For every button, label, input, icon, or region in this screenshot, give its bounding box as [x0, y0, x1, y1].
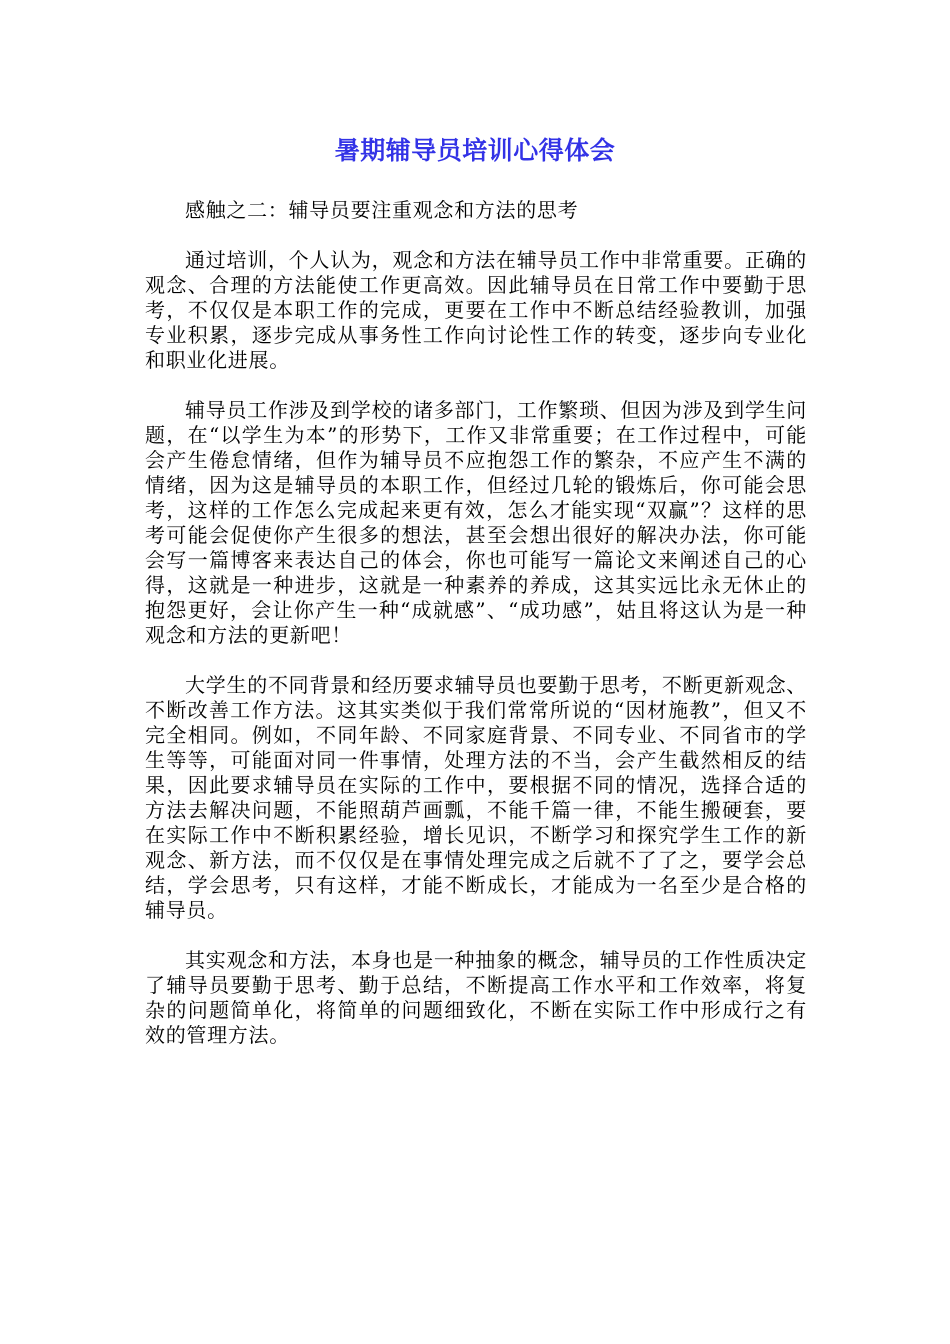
paragraph: 通过培训，个人认为，观念和方法在辅导员工作中非常重要。正确的观念、合理的方法能使工作更高效。因此辅导员在日常工作中要勤于思考，不仅仅是本职工作的完成，更要在工作中不断总结经验教训，加强专业积累，逐步完成从事务性工作向讨论性工作的转变，逐步向专业化和职业化进展。 [145, 248, 807, 372]
document-title: 暑期辅导员培训心得体会 [334, 136, 616, 165]
paragraph: 辅导员工作涉及到学校的诸多部门，工作繁琐、但因为涉及到学生问题，在“以学生为本”的形势下，工作又非常重要；在工作过程中，可能会产生倦怠情绪，但作为辅导员不应抱怨工作的繁杂，不应产生不满的情绪，因为这是辅导员的本职工作，但经过几轮的锻炼后，你可能会思考，这样的工作怎么完成起来更有效，怎么才能实现“双赢”？这样的思考可能会促使你产生很多的想法，甚至会想出很好的解决办法，你可能会写一篇博客来表达自己的体会，你也可能写一篇论文来阐述自己的心得，这就是一种进步，这就是一种素养的养成，这其实远比永无休止的抱怨更好，会让你产生一种“成就感”、“成功感”，姑且将这认为是一种观念和方法的更新吧！ [145, 398, 807, 647]
section-subheading: 感触之二：辅导员要注重观念和方法的思考 [185, 198, 579, 222]
paragraph: 大学生的不同背景和经历要求辅导员也要勤于思考，不断更新观念、不断改善工作方法。这其实类似于我们常常所说的“因材施教”，但又不完全相同。例如，不同年龄、不同家庭背景、不同专业、不同省市的学生等等，可能面对同一件事情，处理方法的不当，会产生截然相反的结果，因此要求辅导员在实际的工作中，要根据不同的情况，选择合适的方法去解决问题，不能照葫芦画瓢，不能千篇一律，不能生搬硬套，要在实际工作中不断积累经验，增长见识，不断学习和探究学生工作的新观念、新方法，而不仅仅是在事情处理完成之后就不了了之，要学会总结，学会思考，只有这样，才能不断成长，才能成为一名至少是合格的辅导员。 [145, 673, 807, 922]
document-body [145, 198, 807, 1048]
paragraph: 其实观念和方法，本身也是一种抽象的概念，辅导员的工作性质决定了辅导员要勤于思考、勤于总结，不断提高工作水平和工作效率，将复杂的问题简单化，将简单的问题细致化，不断在实际工作中形成行之有效的管理方法。 [145, 948, 807, 1047]
